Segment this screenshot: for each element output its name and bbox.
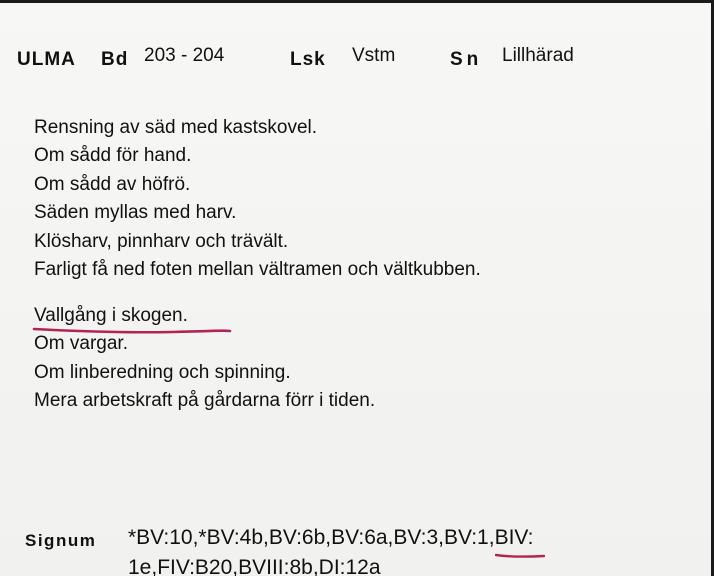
content-line: Om linberedning och spinning. [34, 361, 291, 383]
red-underline-mark [32, 326, 232, 334]
content-line: Klösharv, pinnharv och trävält. [34, 230, 289, 252]
content-line: Säden myllas med harv. [34, 202, 237, 224]
volume-label: Bd [101, 49, 129, 70]
signum-text [128, 523, 708, 576]
signum-underlined-code-text: BIV: [494, 526, 534, 549]
card-header [17, 45, 697, 75]
signum-label: Signum [25, 531, 97, 550]
underlined-topic-text: Vallgång i skogen [34, 305, 183, 326]
signum-underlined-code [495, 523, 534, 553]
signum-line-1-prefix: *BV:10,*BV:4b,BV:6b,BV:6a,BV:3,BV:1, [128, 526, 495, 549]
province-label: Lsk [290, 49, 326, 70]
underlined-topic [34, 302, 183, 330]
content-line: Om vargar. [34, 333, 128, 355]
content-line: Om sådd för hand. [34, 145, 192, 167]
content-line: Rensning av säd med kastskovel. [34, 117, 318, 138]
volume-value: 203 - 204 [144, 45, 225, 66]
content-line: Om sådd av höfrö. [34, 173, 191, 195]
parish-value: Lillhärad [502, 45, 574, 66]
signum-line-1 [128, 523, 708, 553]
red-underline-mark [495, 552, 545, 559]
content-line: Farligt få ned foten mellan vältramen och vältkubben. [34, 258, 481, 280]
signum-line-2: 1e,FIV:B20,BVIII:8b,DI:12a [128, 556, 381, 576]
content-paragraph-1 [34, 114, 481, 284]
province-value: Vstm [352, 45, 396, 66]
content-line-underlined [34, 302, 375, 330]
parish-label: Sn [450, 49, 483, 70]
content-paragraph-2 [34, 302, 375, 416]
content-line: Mera arbetskraft på gårdarna förr i tiden. [34, 390, 376, 412]
archive-code: ULMA [17, 49, 76, 70]
underlined-suffix: . [182, 305, 188, 326]
